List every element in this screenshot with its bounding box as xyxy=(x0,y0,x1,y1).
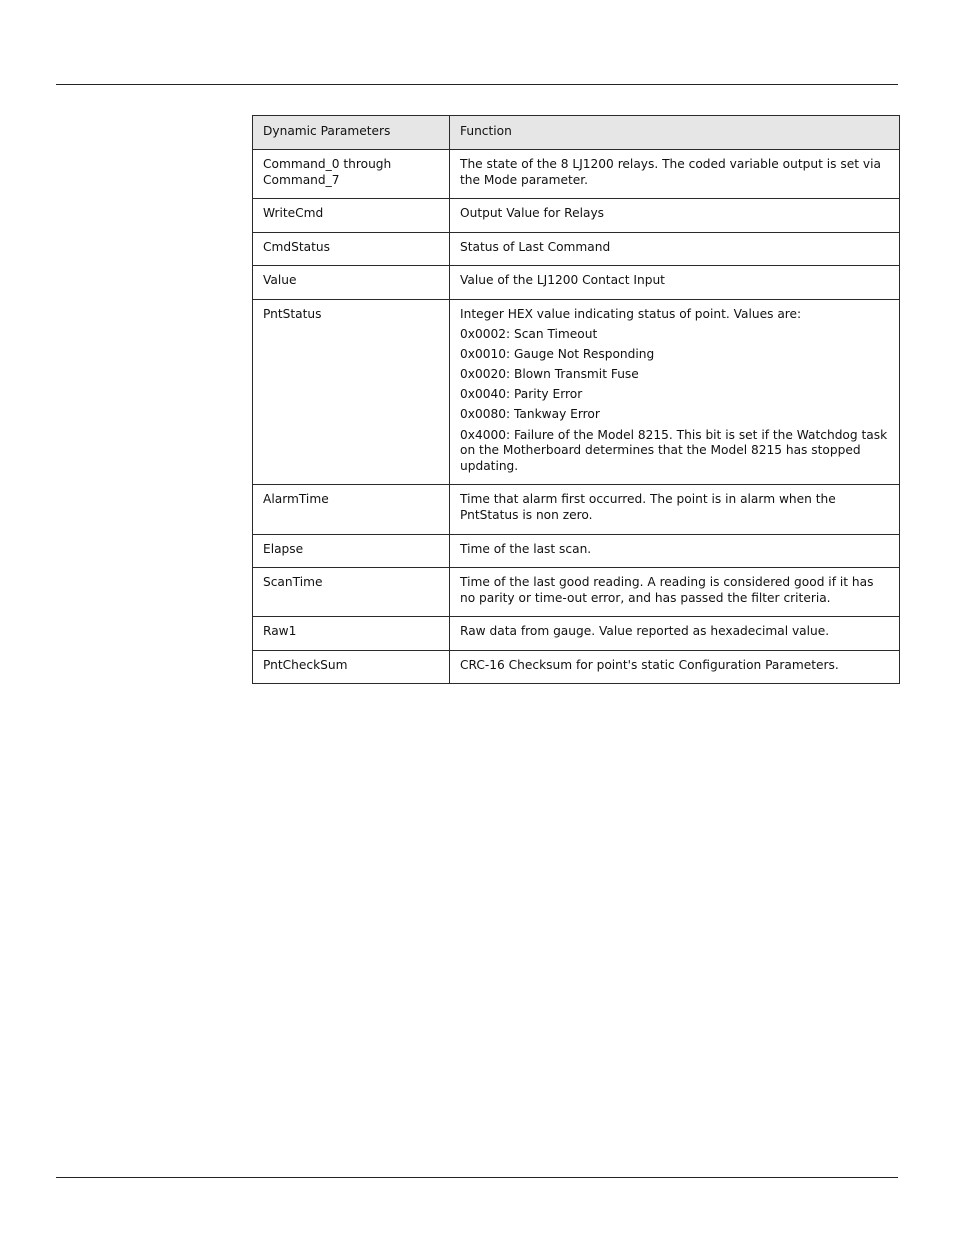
parameter-name-cell: ScanTime xyxy=(253,568,450,617)
status-code-item: 0x0040: Parity Error xyxy=(460,387,583,402)
table-row xyxy=(253,299,900,484)
function-text: Status of Last Command xyxy=(460,239,611,254)
function-cell xyxy=(450,568,900,617)
function-cell xyxy=(450,299,900,484)
table-row xyxy=(253,150,900,199)
parameter-name-cell: PntStatus xyxy=(253,299,450,484)
function-text: CRC-16 Checksum for point's static Configuration Parameters. xyxy=(460,657,839,672)
table-row xyxy=(253,485,900,534)
function-cell xyxy=(450,150,900,199)
status-code-item: 0x0010: Gauge Not Responding xyxy=(460,347,655,362)
function-cell xyxy=(450,650,900,684)
function-cell xyxy=(450,485,900,534)
parameter-name-cell: Value xyxy=(253,266,450,300)
function-cell xyxy=(450,617,900,651)
parameter-name-cell: PntCheckSum xyxy=(253,650,450,684)
function-cell xyxy=(450,199,900,233)
footer-rule xyxy=(56,1177,898,1178)
parameter-name-cell: Raw1 xyxy=(253,617,450,651)
function-cell xyxy=(450,534,900,568)
function-cell xyxy=(450,232,900,266)
function-text: Value of the LJ1200 Contact Input xyxy=(460,273,665,288)
parameter-name-cell: Command_0 through Command_7 xyxy=(253,150,450,199)
table-row xyxy=(253,199,900,233)
column-header-parameter: Dynamic Parameters xyxy=(253,116,450,150)
function-text: Time of the last scan. xyxy=(460,541,592,556)
table-row xyxy=(253,232,900,266)
table-body xyxy=(253,150,900,684)
column-header-function: Function xyxy=(450,116,900,150)
function-text: Output Value for Relays xyxy=(460,206,605,221)
table-row xyxy=(253,568,900,617)
table-row xyxy=(253,650,900,684)
table-row xyxy=(253,266,900,300)
status-code-item: 0x4000: Failure of the Model 8215. This bit is set if the Watchdog task on the Motherboard determines that the Model 8215 has stopped updating. xyxy=(460,427,888,473)
header-rule xyxy=(56,84,898,85)
table-header-row xyxy=(253,116,900,150)
function-text: Integer HEX value indicating status of point. Values are: xyxy=(460,306,802,321)
status-code-item: 0x0080: Tankway Error xyxy=(460,407,600,422)
table-row xyxy=(253,617,900,651)
status-code-item: 0x0020: Blown Transmit Fuse xyxy=(460,367,639,382)
function-text: Raw data from gauge. Value reported as hexadecimal value. xyxy=(460,624,830,639)
parameter-name-cell: AlarmTime xyxy=(253,485,450,534)
function-cell xyxy=(450,266,900,300)
function-text: Time that alarm first occurred. The point is in alarm when the PntStatus is non zero. xyxy=(460,492,836,522)
parameter-name-cell: CmdStatus xyxy=(253,232,450,266)
status-code-item: 0x0002: Scan Timeout xyxy=(460,327,598,342)
dynamic-parameters-table xyxy=(252,115,900,684)
function-text: Time of the last good reading. A reading is considered good if it has no parity or time-out error, and has passed the filter criteria. xyxy=(460,575,874,605)
function-text: The state of the 8 LJ1200 relays. The coded variable output is set via the Mode parameter. xyxy=(460,157,881,187)
table-row xyxy=(253,534,900,568)
parameter-name-cell: Elapse xyxy=(253,534,450,568)
parameter-name-cell: WriteCmd xyxy=(253,199,450,233)
